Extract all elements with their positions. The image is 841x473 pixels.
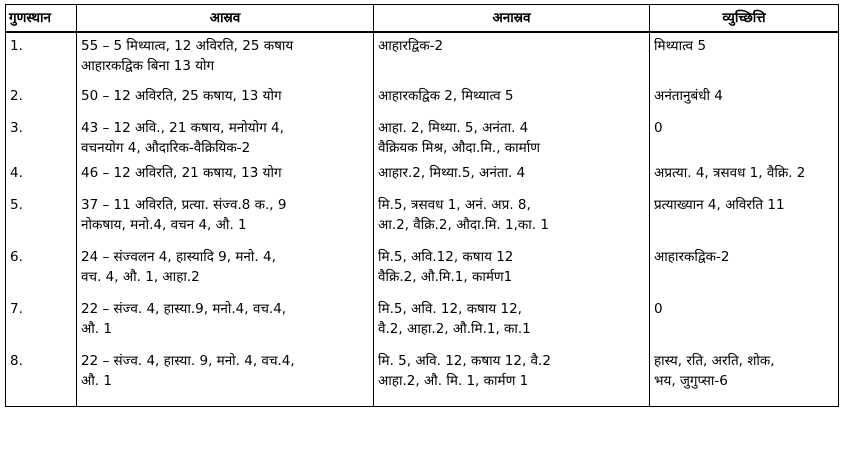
anasrav-line: मि. 5, अवि. 12, कषाय 12, वै.2: [378, 353, 551, 369]
vyuchhitti-line: प्रत्याख्यान 4, अविरति 11: [654, 197, 785, 213]
vyuchhitti-cell: [650, 244, 839, 296]
table-row: [6, 244, 839, 296]
asrav-cell: [77, 160, 374, 192]
vyuchhitti-line: अप्रत्या. 4, त्रसवध 1, वैक्रि. 2: [654, 165, 806, 181]
table-row: [6, 160, 839, 192]
anasrav-line: आ.2, वैक्रि.2, औदा.मि. 1,का. 1: [378, 217, 549, 233]
gunasthan-number: 7.: [6, 296, 77, 348]
anasrav-line: आहा.2, औ. मि. 1, कार्मण 1: [378, 373, 529, 389]
anasrav-line: मि.5, त्रसवध 1, अनं. अप्र. 8,: [378, 197, 531, 213]
vyuchhitti-cell: [650, 83, 839, 115]
asrav-line: औ. 1: [81, 321, 112, 337]
asrav-line: 24 – संज्वलन 4, हास्यादि 9, मनो. 4,: [81, 249, 276, 265]
vyuchhitti-line: मिथ्यात्व 5: [654, 38, 707, 54]
asrav-line: नोकषाय, मनो.4, वचन 4, औ. 1: [81, 217, 247, 233]
anasrav-cell: [374, 83, 650, 115]
table-row: [6, 348, 839, 406]
vyuchhitti-cell: [650, 348, 839, 406]
asrav-line: 50 – 12 अविरति, 25 कषाय, 13 योग: [81, 88, 282, 104]
anasrav-line: वै.2, आहा.2, औ.मि.1, का.1: [378, 321, 531, 337]
anasrav-cell: [374, 160, 650, 192]
anasrav-line: आहारद्विक-2: [378, 38, 444, 54]
vyuchhitti-line: भय, जुगुप्सा-6: [654, 373, 728, 389]
table-row: [6, 115, 839, 160]
header-asrav: आस्रव: [77, 5, 374, 33]
anasrav-line: मि.5, अवि. 12, कषाय 12,: [378, 301, 522, 317]
gunasthan-number: 6.: [6, 244, 77, 296]
asrav-line: 46 – 12 अविरति, 21 कषाय, 13 योग: [81, 165, 282, 181]
gunasthan-number: 3.: [6, 115, 77, 160]
asrav-cell: [77, 83, 374, 115]
gunasthan-asrav-table: [5, 4, 839, 407]
asrav-line: आहारकद्विक बिना 13 योग: [81, 58, 215, 74]
asrav-cell: [77, 32, 374, 83]
vyuchhitti-cell: [650, 192, 839, 244]
asrav-cell: [77, 348, 374, 406]
anasrav-line: मि.5, अवि.12, कषाय 12: [378, 249, 514, 265]
anasrav-line: आहा. 2, मिथ्या. 5, अनंता. 4: [378, 120, 529, 136]
anasrav-cell: [374, 115, 650, 160]
anasrav-cell: [374, 32, 650, 83]
asrav-line: 22 – संज्व. 4, हास्या. 9, मनो. 4, वच.4,: [81, 353, 295, 369]
vyuchhitti-line: 0: [654, 120, 663, 136]
table-body: [6, 32, 839, 406]
asrav-line: 55 – 5 मिथ्यात्व, 12 अविरति, 25 कषाय: [81, 38, 294, 54]
asrav-line: औ. 1: [81, 373, 112, 389]
anasrav-line: वैक्रि.2, औ.मि.1, कार्मण1: [378, 269, 513, 285]
header-gunasthan: गुणस्थान: [6, 5, 77, 33]
asrav-line: 22 – संज्व. 4, हास्या.9, मनो.4, वच.4,: [81, 301, 287, 317]
vyuchhitti-cell: [650, 296, 839, 348]
anasrav-cell: [374, 244, 650, 296]
header-vyuchhitti: व्युच्छित्ति: [650, 5, 839, 33]
vyuchhitti-line: हास्य, रति, अरति, शोक,: [654, 353, 775, 369]
vyuchhitti-cell: [650, 32, 839, 83]
gunasthan-number: 8.: [6, 348, 77, 406]
header-row: [6, 5, 839, 33]
header-anasrav: अनास्रव: [374, 5, 650, 33]
anasrav-line: आहारकद्विक 2, मिथ्यात्व 5: [378, 88, 514, 104]
gunasthan-number: 2.: [6, 83, 77, 115]
table-row: [6, 83, 839, 115]
asrav-cell: [77, 115, 374, 160]
anasrav-line: आहार.2, मिथ्या.5, अनंता. 4: [378, 165, 526, 181]
asrav-cell: [77, 296, 374, 348]
vyuchhitti-cell: [650, 115, 839, 160]
anasrav-cell: [374, 348, 650, 406]
asrav-line: वचनयोग 4, औदारिक-वैक्रियिक-2: [81, 140, 251, 156]
gunasthan-number: 5.: [6, 192, 77, 244]
table-row: [6, 192, 839, 244]
anasrav-cell: [374, 192, 650, 244]
table-row: [6, 32, 839, 83]
asrav-line: 37 – 11 अविरति, प्रत्या. संज्व.8 क., 9: [81, 197, 287, 213]
asrav-cell: [77, 244, 374, 296]
asrav-line: 43 – 12 अवि., 21 कषाय, मनोयोग 4,: [81, 120, 284, 136]
table-row: [6, 296, 839, 348]
gunasthan-number: 1.: [6, 32, 77, 83]
vyuchhitti-cell: [650, 160, 839, 192]
gunasthan-number: 4.: [6, 160, 77, 192]
vyuchhitti-line: 0: [654, 301, 663, 317]
asrav-line: वच. 4, औ. 1, आहा.2: [81, 269, 200, 285]
anasrav-line: वैक्रियक मिश्र, औदा.मि., कार्माण: [378, 140, 540, 156]
vyuchhitti-line: अनंतानुबंधी 4: [654, 88, 723, 104]
vyuchhitti-line: आहारकद्विक-2: [654, 249, 730, 265]
asrav-cell: [77, 192, 374, 244]
anasrav-cell: [374, 296, 650, 348]
